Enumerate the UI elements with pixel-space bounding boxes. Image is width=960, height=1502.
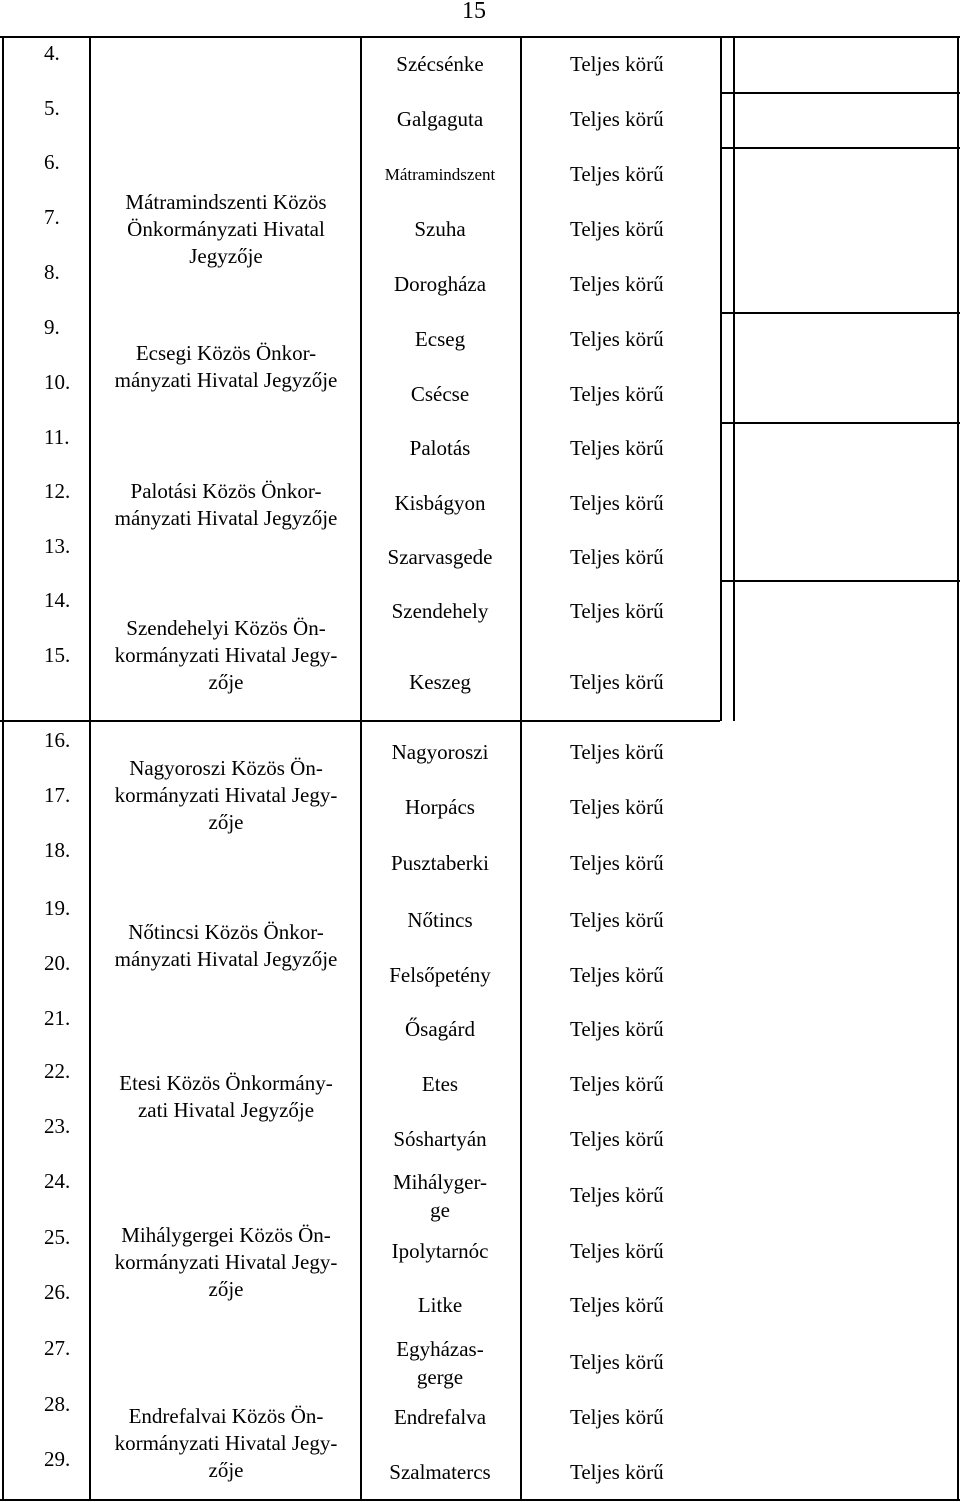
- table-rule: [720, 147, 960, 149]
- row-number: 16.: [44, 728, 71, 752]
- row-number: 20.: [44, 951, 71, 975]
- office-line: zője: [208, 810, 244, 834]
- scope-cell: Teljes körű: [570, 795, 664, 819]
- settlement-name: Endrefalva: [393, 1405, 487, 1429]
- row-number: 25.: [44, 1225, 71, 1249]
- scope-cell: Teljes körű: [570, 1293, 664, 1317]
- office-line: Önkormányzati Hivatal: [127, 217, 325, 241]
- scope-cell: Teljes körű: [570, 1127, 664, 1151]
- row-number: 18.: [44, 838, 71, 862]
- row-number: 13.: [44, 534, 71, 558]
- settlement-name: Etes: [421, 1072, 459, 1096]
- office-cell: [92, 478, 360, 532]
- office-line: zati Hivatal Jegyzője: [137, 1098, 315, 1122]
- scope-cell: Teljes körű: [570, 327, 664, 351]
- scope-cell: Teljes körű: [570, 851, 664, 875]
- scope-cell: Teljes körű: [570, 1239, 664, 1263]
- settlement-name-line: Egyházas-: [396, 1337, 484, 1361]
- table-rule: [720, 92, 960, 94]
- office-line: Etesi Közös Önkormány-: [119, 1071, 333, 1095]
- table-rule: [720, 580, 960, 582]
- settlement-name: [360, 1335, 520, 1391]
- row-number: 9.: [44, 315, 60, 339]
- office-line: mányzati Hivatal Jegyzője: [114, 368, 338, 392]
- table-rule: [0, 36, 960, 38]
- settlement-name: Szarvasgede: [387, 545, 493, 569]
- office-line: kormányzati Hivatal Jegy-: [114, 643, 338, 667]
- row-number: 15.: [44, 643, 71, 667]
- table-rule: [0, 1499, 960, 1501]
- scope-cell: Teljes körű: [570, 272, 664, 296]
- settlement-name: Litke: [417, 1293, 463, 1317]
- scope-cell: Teljes körű: [570, 1350, 664, 1374]
- page-number: 15: [462, 0, 486, 24]
- scope-cell: Teljes körű: [570, 1017, 664, 1041]
- office-cell: [92, 755, 360, 836]
- row-number: 12.: [44, 479, 71, 503]
- office-cell: [92, 615, 360, 696]
- row-number: 23.: [44, 1114, 71, 1138]
- scope-cell: Teljes körű: [570, 52, 664, 76]
- settlement-name: Nőtincs: [407, 908, 473, 932]
- office-line: Endrefalvai Közös Ön-: [128, 1404, 324, 1428]
- row-number: 27.: [44, 1336, 71, 1360]
- scope-cell: Teljes körű: [570, 1460, 664, 1484]
- row-number: 28.: [44, 1392, 71, 1416]
- settlement-name: Dorogháza: [393, 272, 487, 296]
- scope-cell: Teljes körű: [570, 107, 664, 131]
- row-number: 10.: [44, 370, 71, 394]
- row-number: 19.: [44, 896, 71, 920]
- row-number: 22.: [44, 1059, 71, 1083]
- row-number: 11.: [44, 425, 70, 449]
- row-number: 26.: [44, 1280, 71, 1304]
- scope-cell: Teljes körű: [570, 1072, 664, 1096]
- office-line: zője: [208, 670, 244, 694]
- row-number: 14.: [44, 588, 71, 612]
- settlement-name: Palotás: [409, 436, 471, 460]
- table-rule: [520, 36, 522, 1501]
- table-rule: [720, 312, 960, 314]
- settlement-name-line: ge: [430, 1198, 450, 1222]
- scope-cell: Teljes körű: [570, 162, 664, 186]
- settlement-name: Ősagárd: [405, 1017, 475, 1041]
- row-number: 6.: [44, 150, 60, 174]
- scope-cell: Teljes körű: [570, 599, 664, 623]
- scope-cell: Teljes körű: [570, 545, 664, 569]
- settlement-name: Szendehely: [391, 599, 489, 623]
- scope-cell: Teljes körű: [570, 740, 664, 764]
- row-number: 8.: [44, 260, 60, 284]
- row-number: 4.: [44, 41, 60, 65]
- scope-cell: Teljes körű: [570, 217, 664, 241]
- table-rule: [89, 36, 91, 1501]
- table-rule: [360, 36, 362, 1501]
- office-line: Palotási Közös Önkor-: [130, 479, 322, 503]
- settlement-name: Ecseg: [414, 327, 466, 351]
- row-number: 7.: [44, 205, 60, 229]
- settlement-name: [360, 1168, 520, 1224]
- row-number: 29.: [44, 1447, 71, 1471]
- row-number: 21.: [44, 1006, 71, 1030]
- table-rule: [720, 36, 722, 721]
- row-number: 17.: [44, 783, 71, 807]
- table-rule: [720, 422, 960, 424]
- settlement-name: Szuha: [414, 217, 466, 241]
- settlement-name: Kisbágyon: [394, 491, 486, 515]
- settlement-name: Keszeg: [409, 670, 471, 694]
- settlement-name: Csécse: [410, 382, 470, 406]
- office-cell: [92, 1070, 360, 1124]
- scope-cell: Teljes körű: [570, 670, 664, 694]
- settlement-name-line: Mihályger-: [392, 1170, 488, 1194]
- office-line: kormányzati Hivatal Jegy-: [114, 783, 338, 807]
- row-number: 5.: [44, 96, 60, 120]
- table-rule: [957, 36, 959, 1501]
- scope-cell: Teljes körű: [570, 963, 664, 987]
- settlement-name: Ipolytarnóc: [391, 1239, 489, 1263]
- office-line: mányzati Hivatal Jegyzője: [114, 506, 338, 530]
- office-cell: [92, 1403, 360, 1484]
- office-cell: [92, 1222, 360, 1303]
- settlement-name: Szécsénke: [396, 52, 484, 76]
- office-line: mányzati Hivatal Jegyzője: [114, 947, 338, 971]
- scope-cell: Teljes körű: [570, 491, 664, 515]
- scope-cell: Teljes körű: [570, 436, 664, 460]
- settlement-name: Mátramindszent: [384, 165, 496, 184]
- office-cell: [92, 340, 360, 394]
- office-line: kormányzati Hivatal Jegy-: [114, 1250, 338, 1274]
- settlement-name: Felsőpetény: [389, 963, 491, 987]
- scope-cell: Teljes körű: [570, 382, 664, 406]
- office-line: Ecsegi Közös Önkor-: [135, 341, 317, 365]
- settlement-name: Pusztaberki: [391, 851, 489, 875]
- settlement-name: Sóshartyán: [393, 1127, 487, 1151]
- office-cell: [92, 189, 360, 270]
- office-cell: [92, 919, 360, 973]
- office-line: Jegyzője: [189, 244, 263, 268]
- office-line: Mihálygergei Közös Ön-: [121, 1223, 331, 1247]
- office-line: zője: [208, 1458, 244, 1482]
- settlement-name: Horpács: [405, 795, 475, 819]
- table-rule: [2, 36, 4, 1501]
- settlement-name: Szalmatercs: [389, 1460, 491, 1484]
- table-rule: [733, 36, 735, 721]
- settlement-name: Nagyoroszi: [391, 740, 489, 764]
- office-line: Mátramindszenti Közös: [125, 190, 327, 214]
- office-line: Nagyoroszi Közös Ön-: [129, 756, 323, 780]
- settlement-name-line: gerge: [416, 1365, 464, 1389]
- office-line: Szendehelyi Közös Ön-: [126, 616, 326, 640]
- settlement-name: Galgaguta: [396, 107, 484, 131]
- scope-cell: Teljes körű: [570, 1405, 664, 1429]
- scope-cell: Teljes körű: [570, 1183, 664, 1207]
- row-number: 24.: [44, 1169, 71, 1193]
- office-line: Nőtincsi Közös Önkor-: [128, 920, 324, 944]
- office-line: zője: [208, 1277, 244, 1301]
- office-line: kormányzati Hivatal Jegy-: [114, 1431, 338, 1455]
- scope-cell: Teljes körű: [570, 908, 664, 932]
